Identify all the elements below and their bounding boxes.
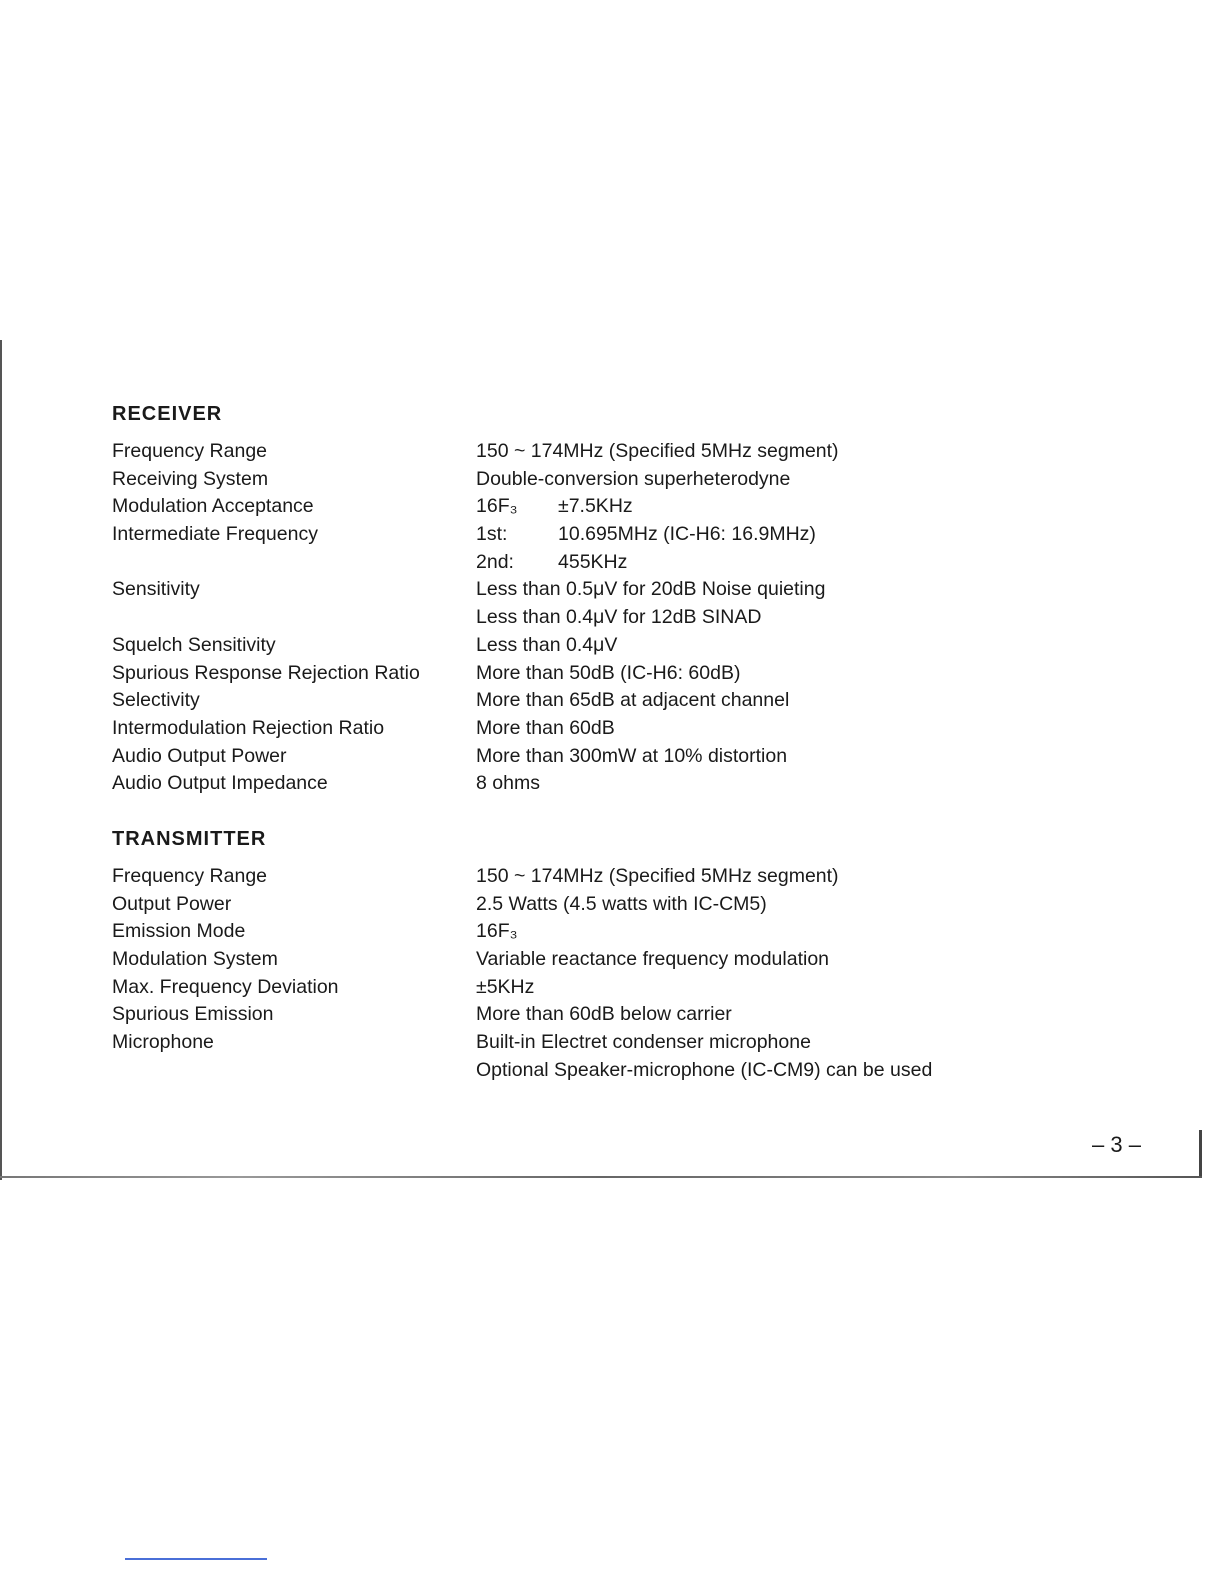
spec-value: Less than 0.4μV for 12dB SINAD [476, 606, 762, 629]
spec-row [112, 715, 1112, 743]
spec-label: Audio Output Power [112, 744, 287, 767]
spec-row [112, 493, 1112, 521]
spec-row [112, 1029, 1112, 1057]
blue-underline-mark [125, 1558, 267, 1560]
spec-label: Squelch Sensitivity [112, 633, 276, 656]
spec-value: Optional Speaker-microphone (IC-CM9) can be used [476, 1058, 933, 1081]
spec-value: 150 ~ 174MHz (Specified 5MHz segment) [476, 440, 839, 462]
spec-subvalue: ±7.5KHz [558, 495, 633, 518]
spec-row [112, 521, 1112, 549]
transmitter-section [112, 824, 1112, 1085]
spec-value: 2.5 Watts (4.5 watts with IC-CM5) [476, 892, 767, 915]
spec-row [112, 946, 1112, 974]
spec-row [112, 1057, 1112, 1085]
spec-row [112, 974, 1112, 1002]
transmitter-title: TRANSMITTER [112, 828, 267, 850]
spec-value: More than 300mW at 10% distortion [476, 744, 788, 767]
spec-label: Emission Mode [112, 920, 246, 943]
spec-subvalue: 10.695MHz (IC-H6: 16.9MHz) [558, 523, 816, 546]
spec-label: Frequency Range [112, 440, 268, 462]
spec-label: Frequency Range [112, 865, 268, 887]
spec-subvalue: 455KHz [558, 550, 628, 573]
spec-row [112, 863, 1112, 891]
spec-value: Less than 0.4μV [476, 633, 618, 656]
spec-value: More than 60dB [476, 716, 615, 739]
spec-value: 8 ohms [476, 772, 540, 795]
spec-value: More than 65dB at adjacent channel [476, 689, 790, 712]
spec-value: ±5KHz [476, 975, 535, 998]
page-edge-right [1199, 1130, 1202, 1176]
spec-value: Less than 0.5μV for 20dB Noise quieting [476, 578, 826, 601]
spec-row [112, 549, 1112, 577]
spec-label: Sensitivity [112, 578, 200, 601]
spec-label: Microphone [112, 1031, 214, 1054]
spec-subkey: 16F₃ [476, 495, 518, 518]
spec-value [476, 521, 816, 549]
spec-label: Max. Frequency Deviation [112, 975, 339, 998]
spec-label: Output Power [112, 892, 232, 915]
spec-value: More than 60dB below carrier [476, 1003, 732, 1026]
spec-label: Spurious Emission [112, 1003, 274, 1026]
spec-label: Spurious Response Rejection Ratio [112, 661, 420, 684]
spec-label: Modulation Acceptance [112, 495, 314, 518]
page-fold-line [0, 1176, 1202, 1178]
spec-row [112, 576, 1112, 604]
spec-row [112, 604, 1112, 632]
spec-value: 16F₃ [476, 920, 518, 943]
page-number: – 3 – [1092, 1132, 1141, 1157]
spec-row [112, 466, 1112, 494]
spec-label: Selectivity [112, 689, 200, 712]
page-edge-left [0, 340, 2, 1180]
spec-label: Intermediate Frequency [112, 523, 318, 546]
spec-row [112, 632, 1112, 660]
receiver-title: RECEIVER [112, 403, 223, 425]
receiver-section [112, 399, 1112, 798]
spec-value: More than 50dB (IC-H6: 60dB) [476, 661, 741, 684]
spec-subkey: 2nd: [476, 550, 514, 573]
spec-value: 150 ~ 174MHz (Specified 5MHz segment) [476, 865, 839, 887]
spec-label: Audio Output Impedance [112, 772, 328, 795]
spec-value: Built-in Electret condenser microphone [476, 1031, 811, 1054]
spec-row [112, 743, 1112, 771]
spec-subkey: 1st: [476, 523, 508, 546]
spec-row [112, 1001, 1112, 1029]
spec-value: Double-conversion superheterodyne [476, 467, 791, 490]
spec-value [476, 493, 633, 521]
spec-row [112, 660, 1112, 688]
spec-label: Modulation System [112, 948, 278, 971]
spec-label: Intermodulation Rejection Ratio [112, 716, 385, 739]
spec-value [476, 549, 627, 577]
spec-label: Receiving System [112, 467, 269, 490]
spec-row [112, 770, 1112, 798]
spec-row [112, 438, 1112, 466]
spec-row [112, 687, 1112, 715]
spec-value: Variable reactance frequency modulation [476, 948, 830, 971]
spec-row [112, 918, 1112, 946]
spec-row [112, 891, 1112, 919]
